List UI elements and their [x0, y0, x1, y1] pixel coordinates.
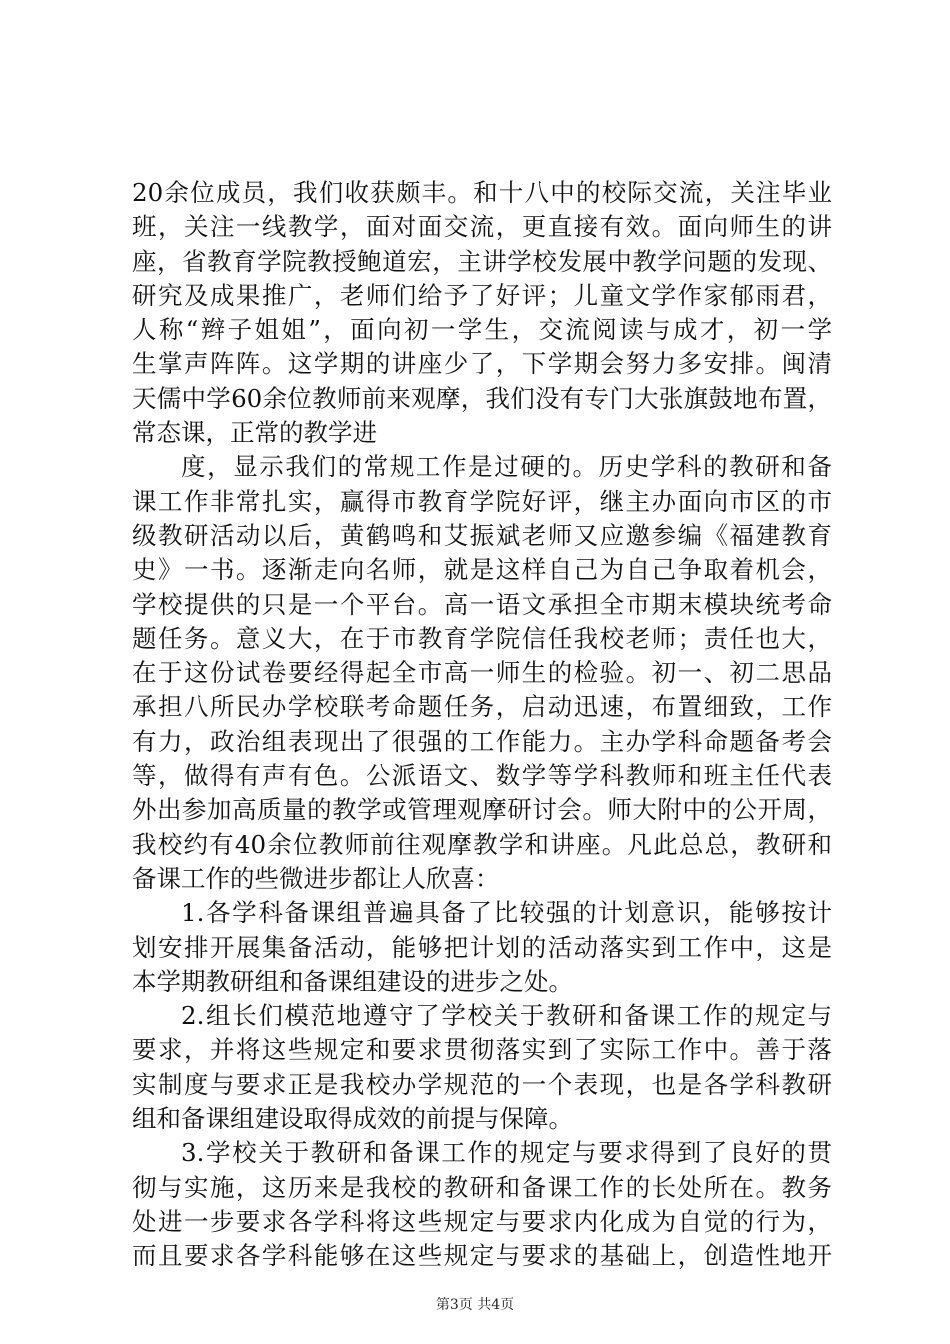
text-line: 实制度与要求正是我校办学规范的一个表现，也是各学科教研	[132, 1069, 832, 1099]
text-line: 研究及成果推广，老师们给予了好评；儿童文学作家郁雨君，	[132, 280, 832, 310]
text-line: 2.组长们模范地遵守了学校关于教研和备课工作的规定与	[181, 1001, 832, 1031]
text-line: 级教研活动以后，黄鹤鸣和艾振斌老师又应邀参编《福建教育	[132, 520, 832, 550]
text-line: 班，关注一线教学，面对面交流，更直接有效。面向师生的讲	[132, 212, 832, 242]
text-line: 课工作非常扎实，赢得市教育学院好评，继主办面向市区的市	[132, 486, 832, 516]
text-line: 外出参加高质量的教学或管理观摩研讨会。师大附中的公开周，	[132, 795, 832, 825]
text-line: 承担八所民办学校联考命题任务，启动迅速，布置细致，工作	[132, 692, 832, 722]
page-number-footer: 第3页 共4页	[435, 1297, 515, 1313]
text-line: 天儒中学60余位教师前来观摩，我们没有专门大张旗鼓地布置，	[132, 383, 832, 413]
text-line: 1.各学科备课组普遍具备了比较强的计划意识，能够按计	[181, 898, 832, 928]
text-line: 20余位成员，我们收获颇丰。和十八中的校际交流，关注毕业	[132, 178, 832, 207]
text-line: 常态课，正常的教学进	[132, 418, 377, 448]
document-body	[132, 176, 832, 1274]
text-line: 我校约有40余位教师前往观摩教学和讲座。凡此总总，教研和	[132, 829, 832, 859]
text-line: 度，显示我们的常规工作是过硬的。历史学科的教研和备	[181, 452, 832, 482]
text-line: 划安排开展集备活动，能够把计划的活动落实到工作中，这是	[132, 932, 832, 962]
text-line: 备课工作的些微进步都让人欣喜：	[132, 863, 500, 893]
text-line: 处进一步要求各学科将这些规定与要求内化成为自觉的行为，	[132, 1206, 832, 1236]
text-line: 而且要求各学科能够在这些规定与要求的基础上，创造性地开	[132, 1241, 832, 1271]
text-line: 要求，并将这些规定和要求贯彻落实到了实际工作中。善于落	[132, 1035, 832, 1065]
text-line: 组和备课组建设取得成效的前提与保障。	[132, 1104, 573, 1134]
text-line: 等，做得有声有色。公派语文、数学等学科教师和班主任代表	[132, 761, 832, 791]
text-line: 有力，政治组表现出了很强的工作能力。主办学科命题备考会	[132, 726, 832, 756]
text-line: 在于这份试卷要经得起全市高一师生的检验。初一、初二思品	[132, 658, 832, 688]
text-line: 题任务。意义大，在于市教育学院信任我校老师；责任也大，	[132, 623, 832, 653]
text-line: 史》一书。逐渐走向名师，就是这样自己为自己争取着机会，	[132, 555, 832, 585]
text-line: 彻与实施，这历来是我校的教研和备课工作的长处所在。教务	[132, 1172, 832, 1202]
text-line: 座，省教育学院教授鲍道宏，主讲学校发展中教学问题的发现、	[132, 246, 832, 276]
text-line: 3.学校关于教研和备课工作的规定与要求得到了良好的贯	[181, 1138, 832, 1168]
text-line: 生掌声阵阵。这学期的讲座少了，下学期会努力多安排。闽清	[132, 349, 832, 379]
text-line: 学校提供的只是一个平台。高一语文承担全市期末模块统考命	[132, 589, 832, 619]
text-line: 本学期教研组和备课组建设的进步之处。	[132, 966, 573, 996]
text-line: 人称“辫子姐姐”，面向初一学生，交流阅读与成才，初一学	[132, 315, 832, 345]
